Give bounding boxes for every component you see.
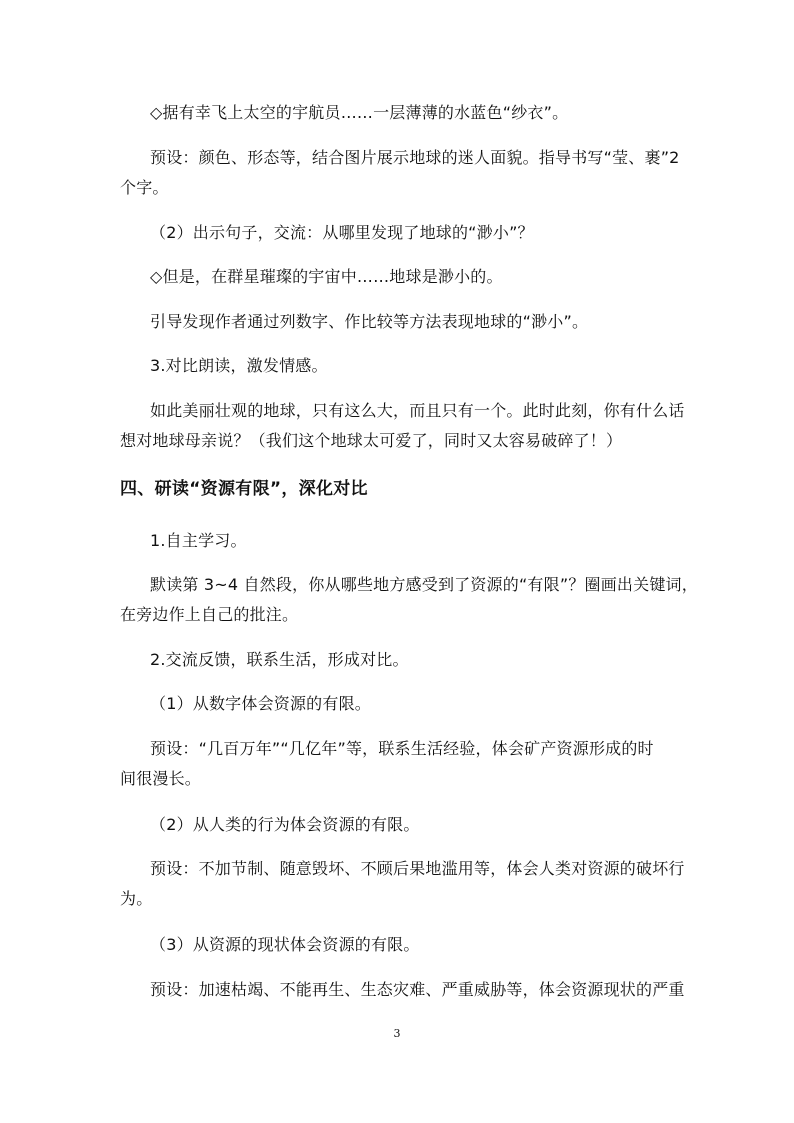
paragraph-line: 预设：不加节制、随意毁坏、不顾后果地滥用等，体会人类对资源的破坏行: [150, 859, 685, 878]
numbered-item: （2）从人类的行为体会资源的有限。: [150, 815, 420, 834]
quote-line-tiny: ◇但是，在群星璀璨的宇宙中……地球是渺小的。: [150, 267, 503, 286]
paragraph-line: 默读第 3~4 自然段，你从哪些地方感受到了资源的“有限”？圈画出关键词，: [150, 575, 698, 594]
section-heading: 四、研读“资源有限”，深化对比: [120, 479, 368, 499]
paragraph-line: 在旁边作上自己的批注。: [120, 605, 299, 624]
numbered-item: （2）出示句子，交流：从哪里发现了地球的“渺小”？: [150, 223, 534, 242]
paragraph-line: 间很漫长。: [120, 769, 202, 788]
paragraph-line: 如此美丽壮观的地球，只有这么大，而且只有一个。此时此刻，你有什么话: [150, 401, 685, 420]
paragraph-line: 预设：颜色、形态等，结合图片展示地球的迷人面貌。指导书写“莹、裹”2: [150, 148, 680, 167]
quote-line-gauze: ◇据有幸飞上太空的宇航员……一层薄薄的水蓝色“纱衣”。: [150, 103, 569, 122]
paragraph-line: 引导发现作者通过列数字、作比较等方法表现地球的“渺小”。: [150, 312, 589, 331]
numbered-step: 2.交流反馈，联系生活，形成对比。: [150, 650, 409, 669]
numbered-item: （1）从数字体会资源的有限。: [150, 694, 371, 713]
page-number: 3: [393, 1027, 401, 1040]
paragraph-line: 为。: [120, 889, 153, 908]
paragraph-line: 预设：“几百万年”“几亿年”等，联系生活经验，体会矿产资源形成的时: [150, 739, 654, 758]
numbered-step: 1.自主学习。: [150, 531, 247, 550]
numbered-item: （3）从资源的现状体会资源的有限。: [150, 935, 420, 954]
paragraph-line: 个字。: [120, 178, 169, 197]
paragraph-line: 预设：加速枯竭、不能再生、生态灾难、严重威胁等，体会资源现状的严重: [150, 980, 685, 999]
numbered-step: 3.对比朗读，激发情感。: [150, 356, 328, 375]
paragraph-line: 想对地球母亲说？（我们这个地球太可爱了，同时又太容易破碎了！）: [120, 431, 623, 450]
